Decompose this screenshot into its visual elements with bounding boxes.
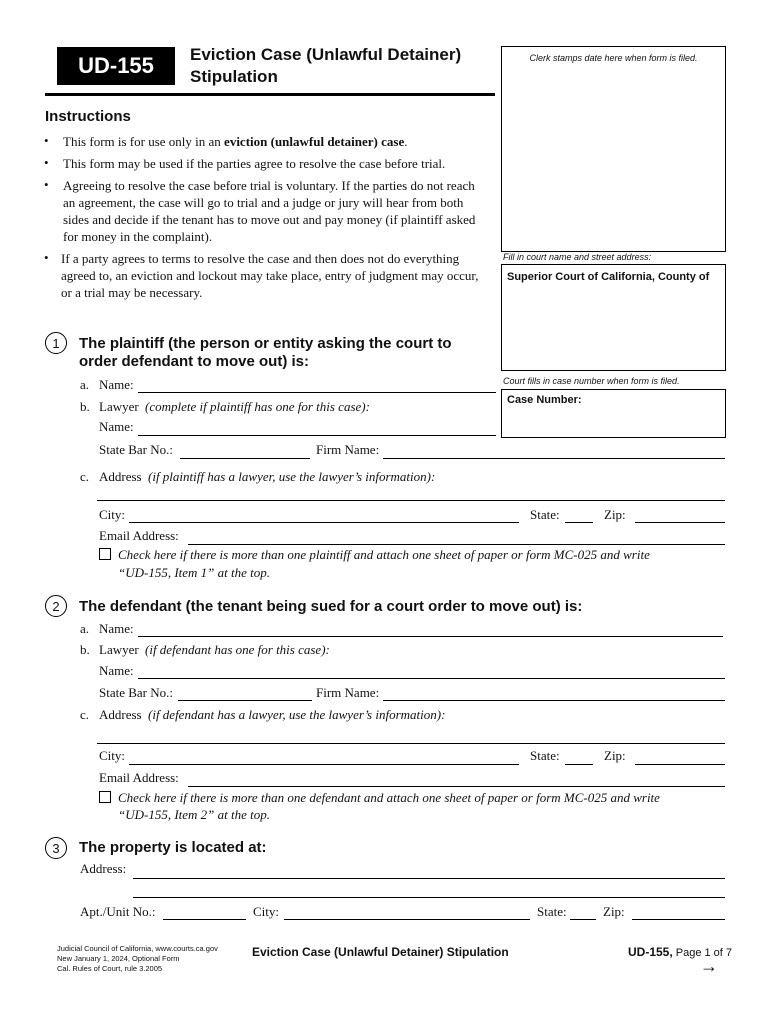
plaintiff-address-label: Address — [99, 469, 142, 484]
defendant-firm-label: Firm Name: — [316, 685, 380, 700]
item-2-number: 2 — [45, 595, 67, 617]
defendant-lawyer-label: Lawyer — [99, 642, 139, 657]
instructions-heading: Instructions — [45, 108, 131, 125]
item-2-title: The defendant (the tenant being sued for a court order to move out) is: — [79, 598, 583, 615]
item-1b-prefix: b. — [80, 399, 90, 414]
plaintiff-state-label: State: — [530, 507, 560, 522]
defendant-firm-field[interactable] — [383, 700, 725, 701]
property-address-field-2[interactable] — [133, 897, 725, 898]
defendant-lawyer-note: (if defendant has one for this case): — [145, 642, 330, 657]
item-3-title: The property is located at: — [79, 839, 267, 856]
next-page-arrow-icon[interactable]: → — [700, 956, 718, 976]
plaintiff-zip-label: Zip: — [604, 507, 626, 522]
footer-source — [57, 944, 218, 974]
defendant-lawyer-name-field[interactable] — [138, 678, 725, 679]
property-zip-field[interactable] — [632, 919, 725, 920]
property-city-label: City: — [253, 904, 280, 919]
instruction-4: If a party agrees to terms to resolve the case and then does not do everything agreed to, an eviction and lockout may take place, entry of judgment may occur, or a trial may be necessary. — [61, 251, 479, 300]
defendant-city-field[interactable] — [129, 764, 519, 765]
footer-form-number: UD-155, — [628, 945, 673, 959]
plaintiff-lawyer-name-field[interactable] — [138, 435, 496, 436]
plaintiff-state-bar-field[interactable] — [180, 458, 310, 459]
plaintiff-firm-label: Firm Name: — [316, 442, 380, 457]
plaintiff-zip-field[interactable] — [635, 522, 725, 523]
instruction-1-text: This form is for use only in an — [63, 134, 225, 149]
plaintiff-lawyer-label: Lawyer — [99, 399, 139, 414]
plaintiff-email-label: Email Address: — [99, 528, 179, 543]
defendant-state-bar-field[interactable] — [178, 700, 312, 701]
bullet-icon: • — [44, 155, 49, 170]
defendant-city-label: City: — [99, 748, 126, 763]
bullet-icon: • — [44, 250, 49, 265]
court-name-hint: Fill in court name and street address: — [503, 252, 652, 262]
defendant-email-label: Email Address: — [99, 770, 179, 785]
plaintiff-address-field[interactable] — [97, 500, 725, 501]
plaintiff-address-note: (if plaintiff has a lawyer, use the lawyer’s information): — [148, 469, 436, 484]
instruction-1-bold: eviction (unlawful detainer) case — [224, 134, 405, 149]
court-name-box[interactable] — [501, 264, 726, 371]
plaintiff-city-label: City: — [99, 507, 126, 522]
bullet-icon: • — [44, 133, 49, 148]
plaintiff-city-field[interactable] — [129, 522, 519, 523]
defendant-lawyer-name-label: Name: — [99, 663, 134, 678]
multiple-defendants-text-2: “UD-155, Item 2” at the top. — [118, 807, 271, 822]
court-name-label: Superior Court of California, County of — [507, 271, 710, 283]
multiple-plaintiffs-text: Check here if there is more than one plaintiff and attach one sheet of paper or form MC-025 and write — [118, 547, 650, 562]
item-1a-prefix: a. — [80, 377, 90, 392]
item-1-number: 1 — [45, 332, 67, 354]
form-title-line1: Eviction Case (Unlawful Detainer) — [190, 45, 462, 64]
clerk-stamp-box — [501, 46, 726, 252]
defendant-address-note: (if defendant has a lawyer, use the lawyer’s information): — [148, 707, 446, 722]
property-address-label: Address: — [80, 861, 127, 876]
form-number-badge: UD-155 — [57, 47, 175, 85]
defendant-name-label: Name: — [99, 621, 134, 636]
footer-line-1: Judicial Council of California, www.courts.ca.gov — [57, 944, 218, 953]
multiple-defendants-text: Check here if there is more than one defendant and attach one sheet of paper or form MC-025 and write — [118, 790, 660, 805]
property-state-field[interactable] — [570, 919, 596, 920]
defendant-email-field[interactable] — [188, 786, 725, 787]
item-2a-prefix: a. — [80, 621, 90, 636]
plaintiff-state-bar-label: State Bar No.: — [99, 442, 174, 457]
instruction-3: Agreeing to resolve the case before trial is voluntary. If the parties do not reach an agreement, the case will go to trial and a judge or jury will hear from both sides and decide if the tenant has to move out and pay money (if plaintiff asked for money in the complaint). — [63, 178, 476, 244]
plaintiff-name-label: Name: — [99, 377, 134, 392]
instruction-1 — [63, 133, 483, 150]
multiple-plaintiffs-text-2: “UD-155, Item 1” at the top. — [118, 565, 271, 580]
plaintiff-name-field[interactable] — [138, 392, 496, 393]
defendant-zip-label: Zip: — [604, 748, 626, 763]
property-zip-label: Zip: — [603, 904, 625, 919]
plaintiff-firm-field[interactable] — [383, 458, 725, 459]
footer-line-2: New January 1, 2024, Optional Form — [57, 954, 180, 963]
clerk-stamp-label: Clerk stamps date here when form is filed. — [529, 53, 698, 63]
item-2c-prefix: c. — [80, 707, 90, 722]
instruction-1-end: . — [404, 134, 408, 149]
item-3-number: 3 — [45, 837, 67, 859]
plaintiff-lawyer-name-label: Name: — [99, 419, 134, 434]
multiple-defendants-checkbox[interactable] — [99, 791, 111, 803]
case-number-hint: Court fills in case number when form is filed. — [503, 376, 680, 386]
form-title-line2: Stipulation — [190, 67, 278, 86]
defendant-state-label: State: — [530, 748, 560, 763]
defendant-state-field[interactable] — [565, 764, 593, 765]
defendant-address-label: Address — [99, 707, 142, 722]
property-city-field[interactable] — [284, 919, 530, 920]
footer-line-3: Cal. Rules of Court, rule 3.2005 — [57, 964, 163, 973]
multiple-plaintiffs-checkbox[interactable] — [99, 548, 111, 560]
case-number-box[interactable] — [501, 389, 726, 438]
form-title — [190, 44, 490, 88]
property-address-field[interactable] — [133, 878, 725, 879]
defendant-name-field[interactable] — [138, 636, 723, 637]
bullet-icon: • — [44, 177, 49, 192]
property-state-label: State: — [537, 904, 567, 919]
defendant-zip-field[interactable] — [635, 764, 725, 765]
plaintiff-state-field[interactable] — [565, 522, 593, 523]
defendant-state-bar-label: State Bar No.: — [99, 685, 174, 700]
item-2b-prefix: b. — [80, 642, 90, 657]
header-divider — [45, 93, 495, 96]
property-apt-label: Apt./Unit No.: — [80, 904, 156, 919]
item-1c-prefix: c. — [80, 469, 90, 484]
plaintiff-email-field[interactable] — [188, 544, 725, 545]
footer-title: Eviction Case (Unlawful Detainer) Stipulation — [252, 945, 509, 959]
case-number-label: Case Number: — [507, 394, 582, 406]
footer-page-number: Page 1 of 7 — [675, 947, 733, 959]
item-1-title: The plaintiff (the person or entity asking the court to order defendant to move out) is: — [79, 335, 452, 370]
plaintiff-lawyer-note: (complete if plaintiff has one for this case): — [145, 399, 370, 414]
defendant-address-field[interactable] — [97, 743, 725, 744]
instruction-2: This form may be used if the parties agree to resolve the case before trial. — [63, 156, 446, 171]
property-apt-field[interactable] — [163, 919, 246, 920]
